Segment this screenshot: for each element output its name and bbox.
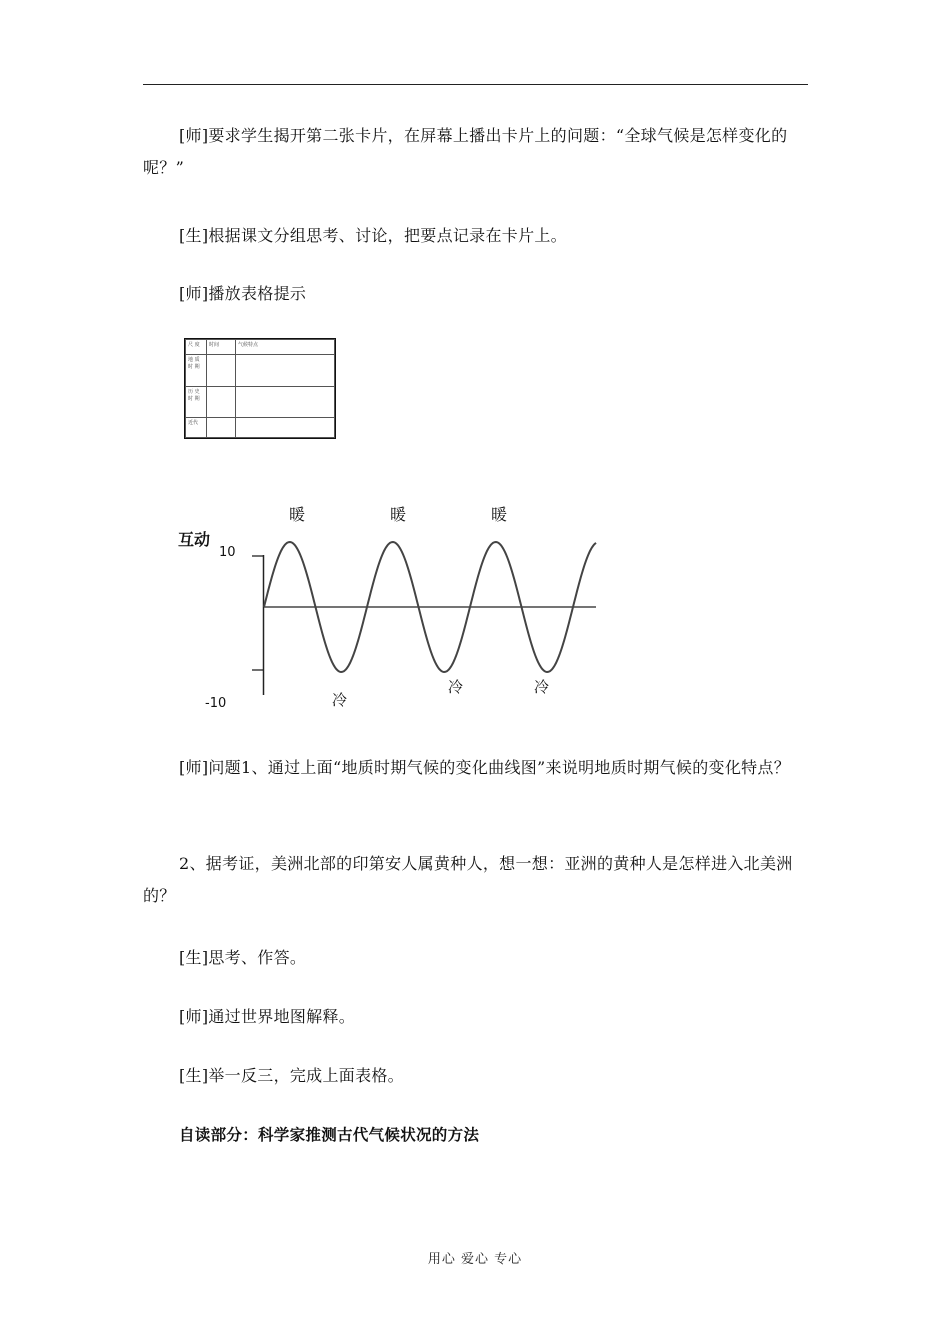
warm-label: 暖 [289,505,306,524]
section-heading-self-reading: 自读部分：科学家推测古代气候状况的方法 [179,1126,480,1144]
table-cell [207,355,236,387]
climate-curve-chart [0,490,950,720]
table-row-label: 地 质 时 期 [186,355,207,387]
paragraph-question-2: 2、据考证，美洲北部的印第安人属黄种人，想一想：亚洲的黄种人是怎样进入北美洲的？ [143,854,793,905]
table-header-cell: 气候特点 [236,340,335,355]
table-row-label: 近代 [186,418,207,438]
chart-corner-label: 互动 [178,530,211,549]
paragraph-question-1: [师]问题1、通过上面“地质时期气候的变化曲线图”来说明地质时期气候的变化特点？ [179,758,791,777]
paragraph-teacher-question: [师]要求学生揭开第二张卡片，在屏幕上播出卡片上的问题：“全球气候是怎样变化的呢？” [143,126,788,177]
table-row-label: 历 史 时 期 [186,386,207,418]
y-tick-label-bottom: -10 [205,696,227,711]
warm-label: 暖 [390,505,407,524]
cold-label: 冷 [448,678,464,696]
y-tick-label-top: 10 [219,545,236,560]
table-header-cell: 时间 [207,340,236,355]
warm-label: 暖 [491,505,508,524]
table-cell [236,418,335,438]
paragraph-student-discuss: [生]根据课文分组思考、讨论，把要点记录在卡片上。 [179,226,567,245]
header-rule [143,84,808,85]
paragraph-teacher-map: [师]通过世界地图解释。 [179,1007,356,1026]
table-cell [207,418,236,438]
table-cell [207,386,236,418]
table-cell [236,386,335,418]
cold-label: 冷 [534,678,550,696]
paragraph-teacher-table: [师]播放表格提示 [179,284,307,303]
table-header-cell: 尺 度 [186,340,207,355]
paragraph-student-table: [生]举一反三，完成上面表格。 [179,1066,404,1085]
table-cell [236,355,335,387]
cold-label: 冷 [332,691,348,709]
hint-table [184,338,336,439]
page-footer: 用心 爱心 专心 [427,1252,523,1267]
paragraph-student-answer: [生]思考、作答。 [179,948,307,967]
